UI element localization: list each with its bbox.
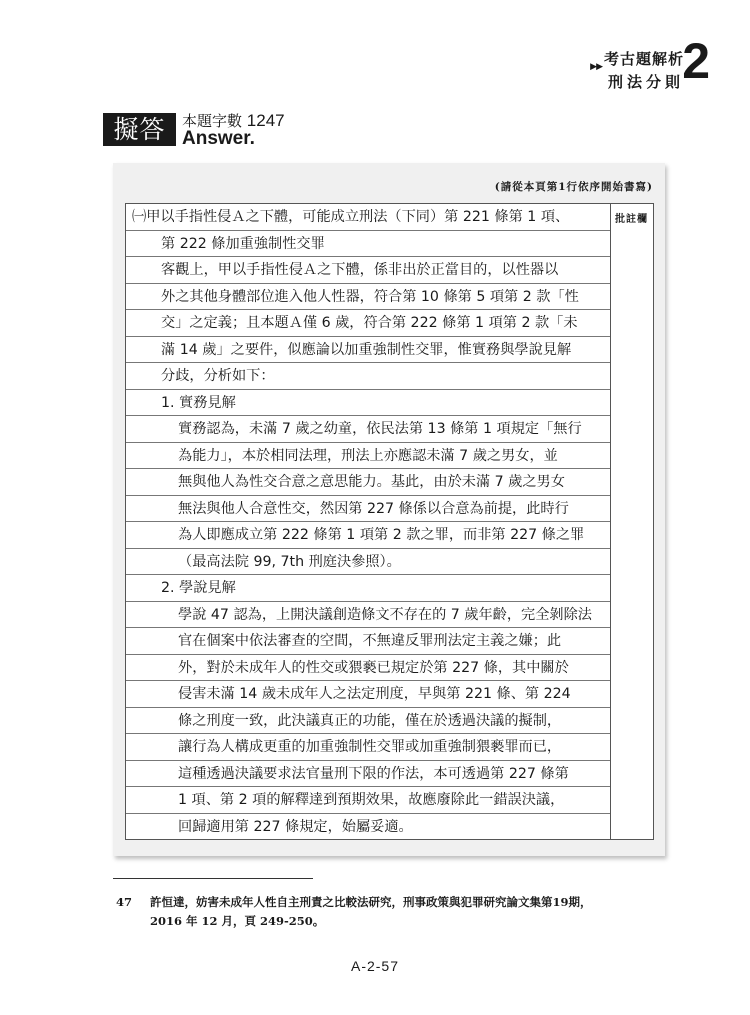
notes-column-label: 批註欄 <box>615 214 648 225</box>
answer-line: 無與他人為性交合意之意思能力。基此，由於未滿 7 歲之男女 <box>126 469 610 496</box>
answer-line: ㈠甲以手指性侵Ａ之下體，可能成立刑法（下同）第 221 條第 1 項、 <box>126 204 610 231</box>
footnote-number: 47 <box>116 895 133 909</box>
answer-line: 第 222 條加重強制性交罪 <box>126 231 610 258</box>
answer-line: 讓行為人構成更重的加重強制性交罪或加重強制猥褻罪而已， <box>126 734 610 761</box>
answer-line: 1. 實務見解 <box>126 390 610 417</box>
answer-line: 為人即應成立第 222 條第 1 項第 2 款之罪，而非第 227 條之罪 <box>126 522 610 549</box>
answer-line: （最高法院 99, 7th 刑庭決參照）。 <box>126 549 610 576</box>
book-title: 考古題解析 <box>603 50 684 68</box>
running-header <box>604 48 684 92</box>
footnote-divider <box>113 878 313 879</box>
answer-line: 條之刑度一致，此決議真正的功能，僅在於透過決議的擬制， <box>126 708 610 735</box>
answer-line: 這種透過決議要求法官量刑下限的作法，本可透過第 227 條第 <box>126 761 610 788</box>
header-arrows-icon: ▶▶ <box>590 62 602 72</box>
answer-line: 回歸適用第 227 條規定，始屬妥適。 <box>178 818 413 835</box>
footnote <box>116 893 592 931</box>
answer-line: 外，對於未成年人的性交或猥褻已規定於第 227 條，其中關於 <box>126 655 610 682</box>
answer-line: 實務認為，未滿 7 歲之幼童，依民法第 13 條第 1 項規定「無行 <box>126 416 610 443</box>
answer-badge: 擬答 <box>103 113 176 146</box>
page-number: A-2-57 <box>350 958 400 974</box>
footnote-text-line1: 許恒達，妨害未成年人性自主刑責之比較法研究，刑事政策與犯罪研究論文集第19期， <box>150 895 592 909</box>
footnote-text-line2: 2016 年 12 月，頁 249-250。 <box>150 914 325 928</box>
answer-line: 外之其他身體部位進入他人性器，符合第 10 條第 5 項第 2 款「性 <box>126 284 610 311</box>
notes-divider <box>610 204 611 839</box>
answer-line: 滿 14 歲」之要件，似應論以加重強制性交罪，惟實務與學說見解 <box>126 337 610 364</box>
answer-line: 2. 學說見解 <box>126 575 610 602</box>
answer-line: 學說 47 認為，上開決議創造條文不存在的 7 歲年齡，完全剝除法 <box>126 602 610 629</box>
answer-line: 分歧，分析如下： <box>126 363 610 390</box>
answer-line: 交」之定義；且本題Ａ僅 6 歲，符合第 222 條第 1 項第 2 款「未 <box>126 310 610 337</box>
answer-sheet-panel <box>113 163 665 856</box>
answer-line: 1 項、第 2 項的解釋達到預期效果，故應廢除此一錯誤決議， <box>126 787 610 814</box>
answer-line: 無法與他人合意性交，然因第 227 條係以合意為前提，此時行 <box>126 496 610 523</box>
answer-subtitle: Answer. <box>182 128 255 149</box>
subject-title: 刑法分則 <box>607 73 684 91</box>
word-count-value: 1247 <box>246 111 285 130</box>
answer-line: 為能力」，本於相同法理，刑法上亦應認未滿 7 歲之男女，並 <box>126 443 610 470</box>
answer-grid <box>125 203 654 840</box>
writing-instruction: (請從本頁第1行依序開始書寫) <box>494 181 653 193</box>
chapter-number: 2 <box>682 33 710 89</box>
word-count-label: 本題字數 <box>182 112 243 130</box>
answer-line: 官在個案中依法審查的空間，不無違反罪刑法定主義之嫌；此 <box>126 628 610 655</box>
answer-line: 侵害未滿 14 歲未成年人之法定刑度，早與第 221 條、第 224 <box>126 681 610 708</box>
answer-line: 客觀上，甲以手指性侵Ａ之下體，係非出於正當目的，以性器以 <box>126 257 610 284</box>
